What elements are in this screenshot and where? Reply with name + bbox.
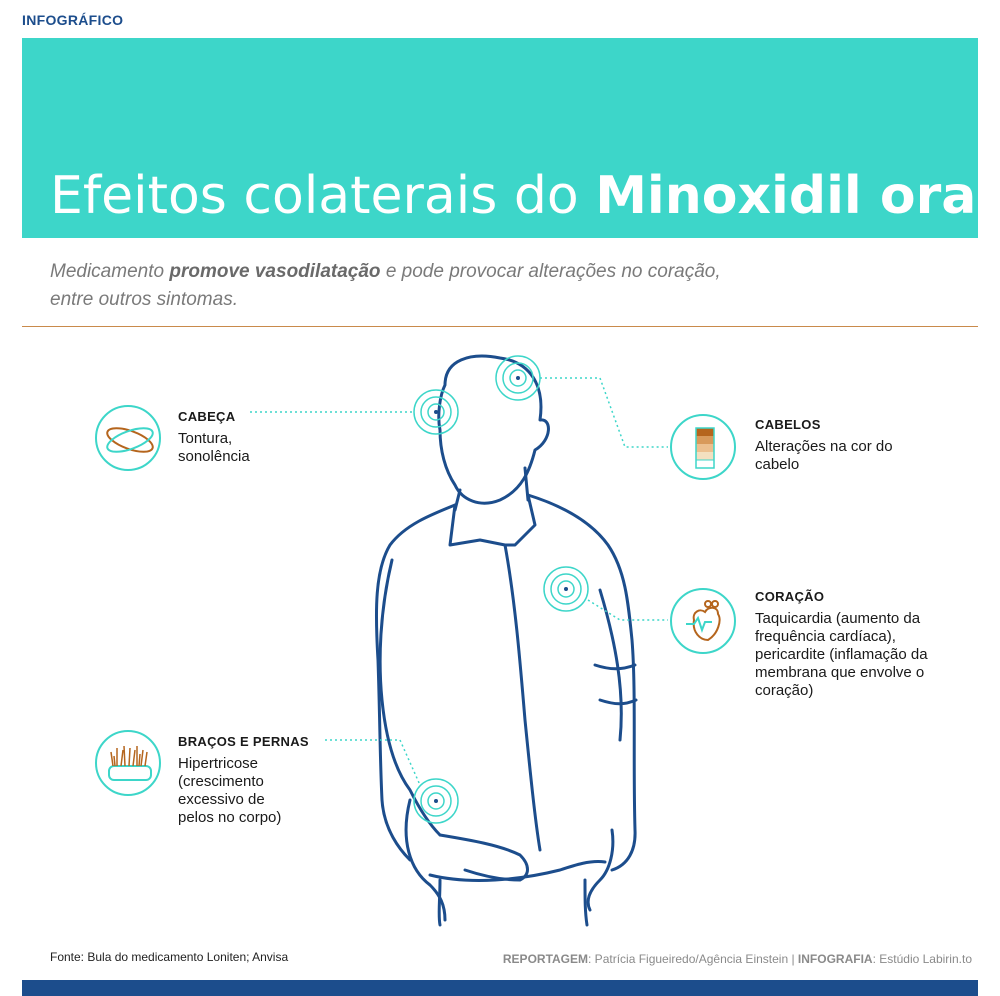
title-regular: Efeitos colaterais do [50,166,596,226]
head-dizziness-icon [97,407,163,473]
infographic-tag: INFOGRÁFICO [22,12,124,28]
credits-value-infografia: : Estúdio Labirin.to [872,952,972,966]
hair-title: CABELOS [755,417,821,432]
heart-pulse-icon [672,590,738,656]
limbs-label [178,733,309,827]
credits-label-reportagem: REPORTAGEM [502,952,589,966]
credits-value-reportagem: : Patrícia Figueiredo/Agência Einstein | [588,952,798,966]
hair-label [755,416,895,474]
subtitle-part2: e pode provocar alterações no coração, entre outros sintomas. [50,261,721,310]
head-label [178,408,278,466]
heart-text: Taquicardia (aumento da frequência cardíaca), pericardite (inflamação da membrana que envolve o coração) [755,610,928,699]
hair-growth-icon [97,732,163,798]
hair-color-swatch-icon [672,416,738,482]
limbs-title: BRAÇOS E PERNAS [178,734,309,749]
head-title: CABEÇA [178,409,236,424]
subtitle-emphasis: promove vasodilatação [169,261,381,282]
credits [503,952,972,966]
head-text: Tontura, sonolência [178,430,250,465]
source-note: Fonte: Bula do medicamento Loniten; Anvisa [50,950,289,964]
heart-title: CORAÇÃO [755,589,825,604]
hair-icon-badge [670,414,736,480]
credits-label-infografia: INFOGRAFIA [797,952,873,966]
title-bold: Minoxidil oral [595,166,995,226]
heart-icon-badge [670,588,736,654]
subtitle-part1: Medicamento [50,261,170,282]
limbs-text: Hipertricose (crescimento excessivo de pelos no corpo) [178,755,282,826]
bottom-bar [22,980,978,996]
hair-text: Alterações na cor do cabelo [755,438,893,473]
head-icon-badge [95,405,161,471]
heart-label [755,588,960,700]
limbs-icon-badge [95,730,161,796]
